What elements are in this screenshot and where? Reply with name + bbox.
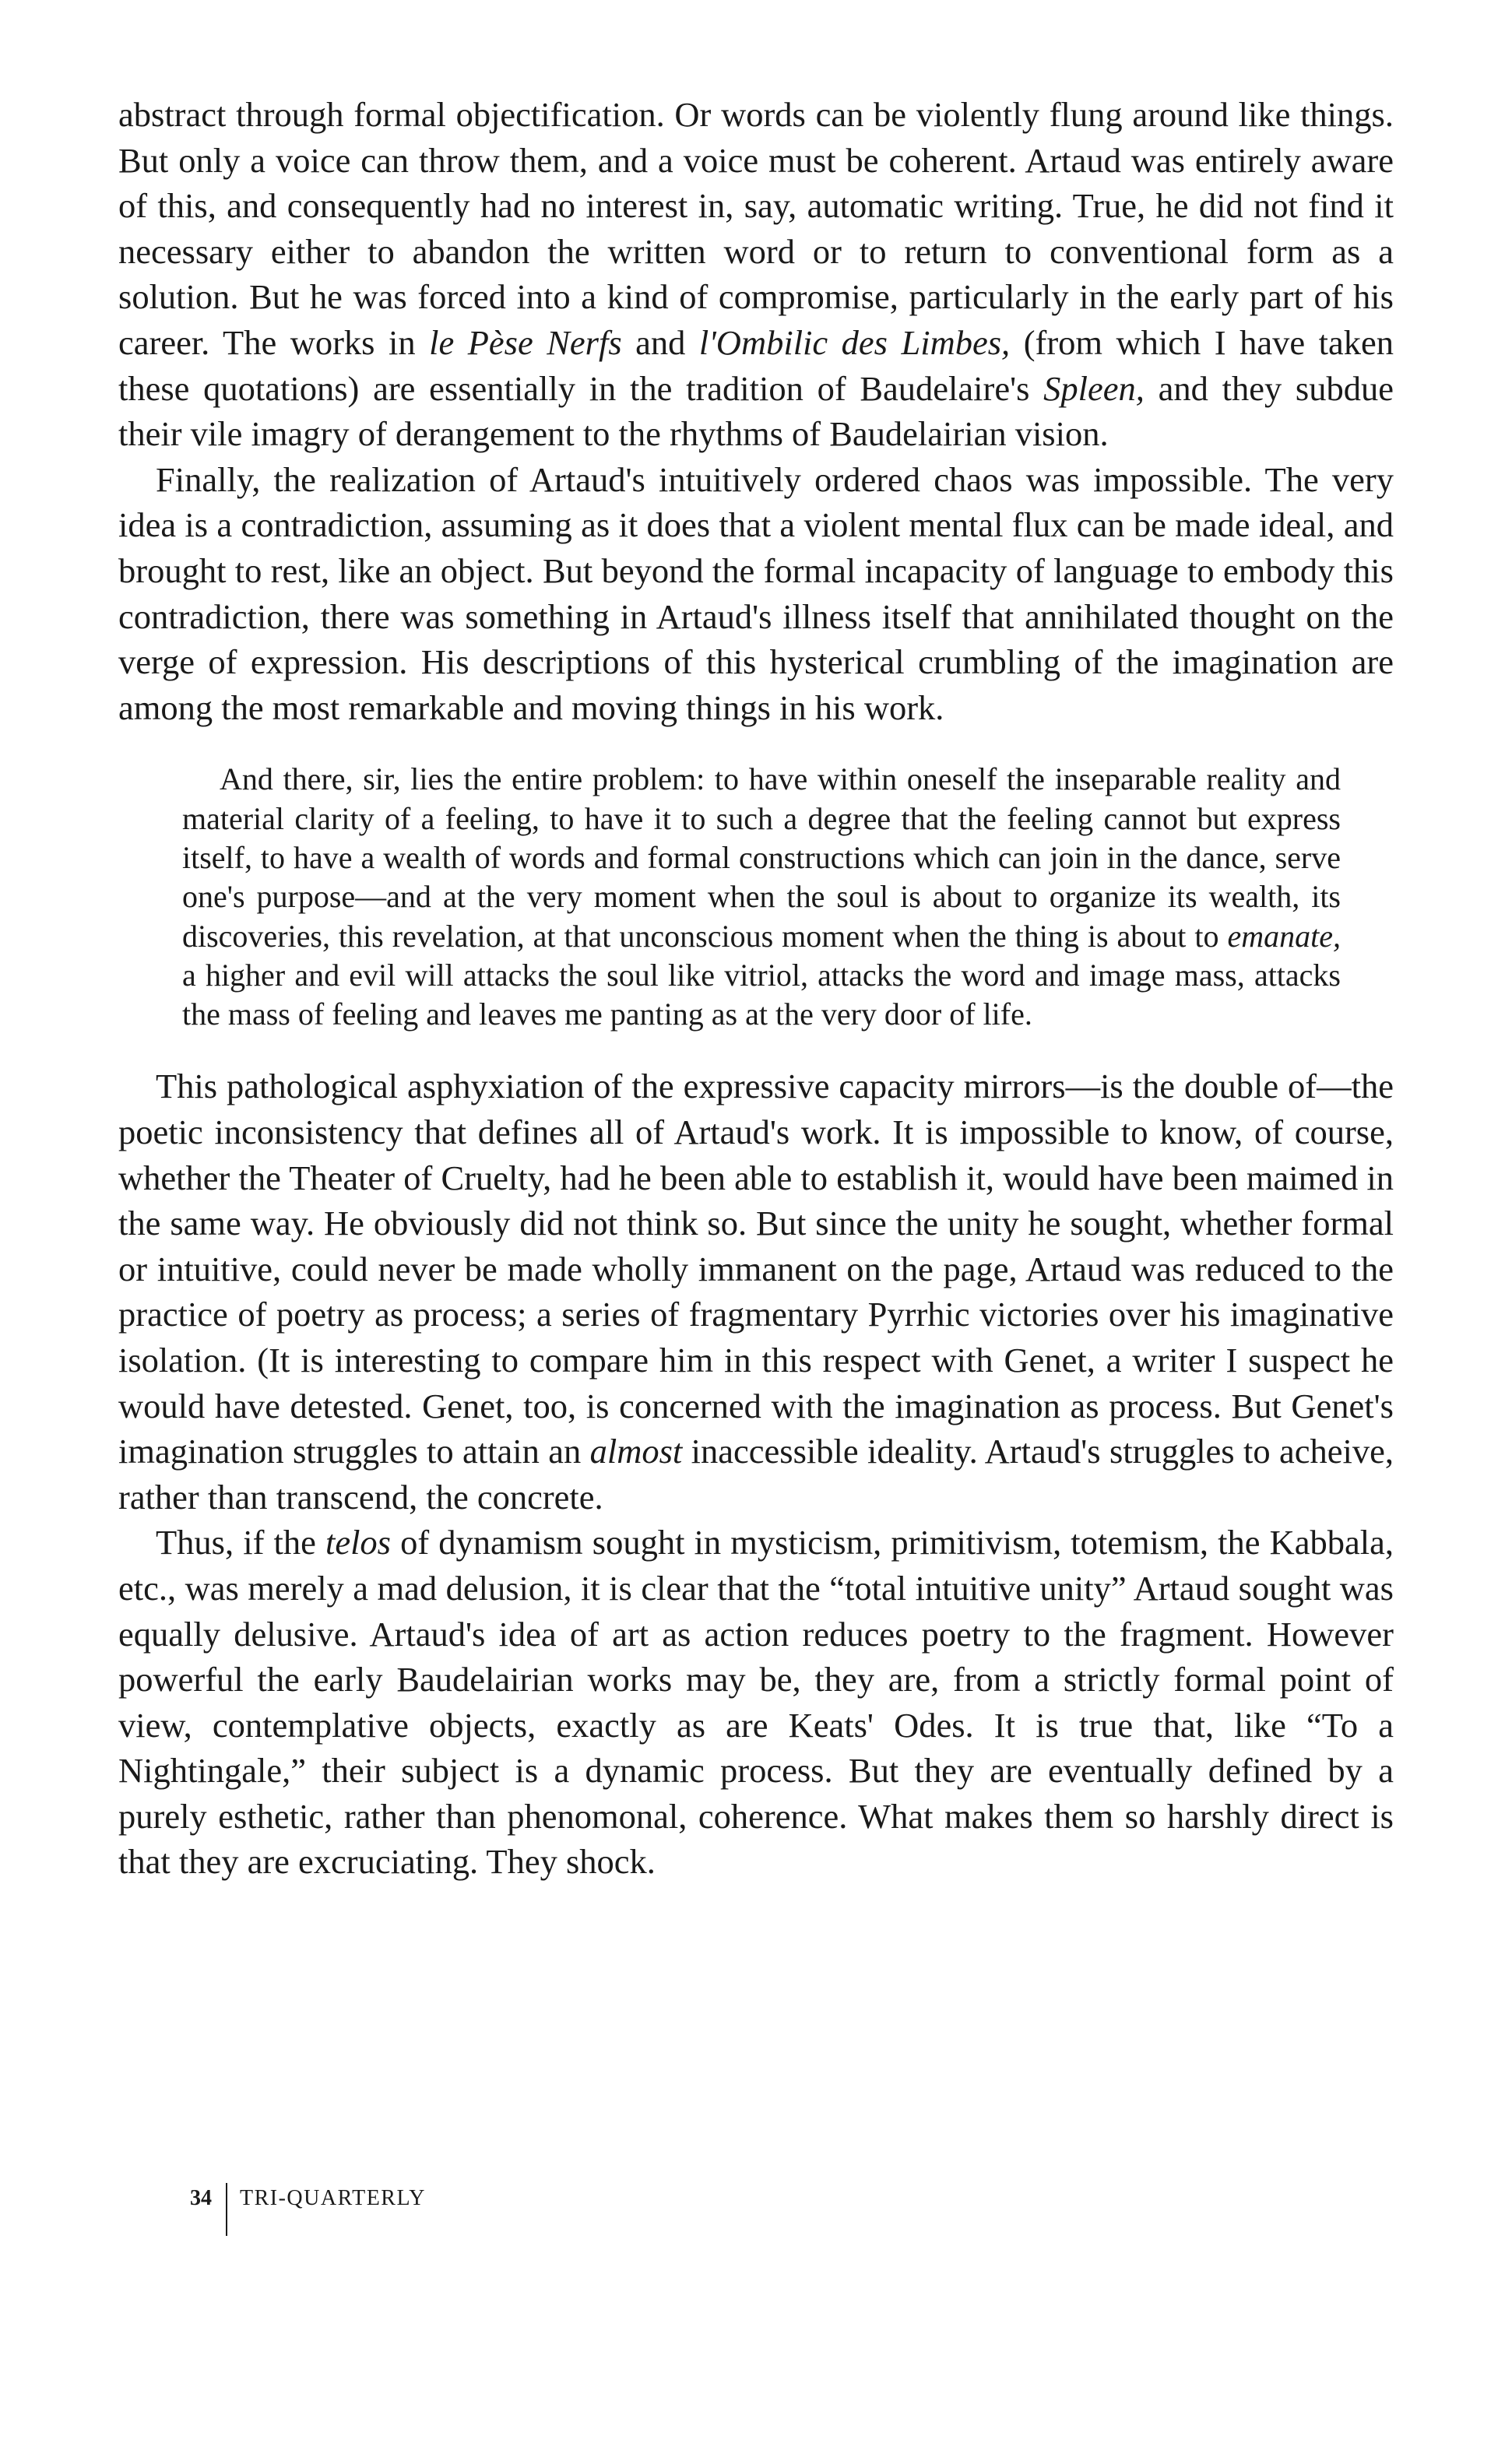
block-quote [118,760,1341,1034]
text-run: inaccessible ideality. Artaud's struggles to acheive, rather than transcend, the concrete. [118,1432,1394,1517]
text-run: of dynamism sought in mysticism, primitivism, totemism, the Kabbala, etc., was merely a mad delusion, it is clear that the “total intuitive unity” Artaud sought was equally delusive. Artaud's idea of art as action reduces poetry to the fragment. However powerful the early Baudelairian works may be, they are, from a strictly formal point of view, contemplative objects, exactly as are Keats' Odes. It is true that, like “To a Nightingale,” their subject is a dynamic process. But they are eventually defined by a purely esthetic, rather than phenomonal, coherence. What makes them so harshly direct is that they are excruciating. They shock. [118,1523,1394,1882]
paragraph [118,1520,1394,1885]
text-run: and they subdue their vile imagry of derangement to the rhythms of Baudelairian vision. [118,368,1394,454]
page-footer [190,2183,426,2237]
journal-name: TRI-QUARTERLY [240,2186,426,2210]
italic-text: Spleen, [1043,368,1145,408]
text-run: a higher and evil will attacks the soul like vitriol, attacks the word and image mass, attacks the mass of feeling and leaves me panting as at the very door of life. [182,957,1341,1032]
text-run: and [621,322,699,362]
italic-text: l'Ombilic des Limbes, [698,322,1011,362]
text-run: Finally, the realization of Artaud's intuitively ordered chaos was impossible. The very idea is a contradiction, assuming as it does that a violent mental flux can be made ideal, and brought to rest, like an object. But beyond the formal incapacity of language to embody this contradiction, there was something in Artaud's illness itself that annihilated thought on the verge of expression. His descriptions of this hysterical crumbling of the imagination are among the most remarkable and moving things in his work. [118,459,1394,727]
text-column [118,92,1394,1885]
text-run: Thus, if the [156,1523,325,1562]
paragraph [118,92,1394,457]
text-run: (from which I have taken these quotations) are essentially in the tradition of Baudelaire's [118,322,1394,408]
text-run: This pathological asphyxiation of the expressive capacity mirrors—is the double of—the poetic inconsistency that defines all of Artaud's work. It is impossible to know, of course, whether the Theater of Cruelty, had he been able to establish it, would have been maimed in the same way. He obviously did not think so. But since the unity he sought, whether formal or intuitive, could never be made wholly immanent on the page, Artaud was reduced to the practice of poetry as process; a series of fragmentary Pyrrhic victories over his imaginative isolation. (It is interesting to compare him in this respect with Genet, a writer I suspect he would have detested. Genet, too, is concerned with the imagination as process. But Genet's imagination struggles to attain an [118,1067,1394,1471]
text-run: abstract through formal objectification. Or words can be violently flung around like things. But only a voice can throw them, and a voice must be coherent. Artaud was entirely aware of this, and consequently had no interest in, say, automatic writing. True, he did not find it necessary either to abandon the written word or to return to conventional form as a solution. But he was forced into a kind of compromise, particularly in the early part of his career. The works in [118,95,1394,362]
italic-text: le Pèse Nerfs [429,322,622,362]
paragraph [118,1063,1394,1520]
paragraph [118,457,1394,731]
text-run: And there, sir, lies the entire problem: to have within oneself the inseparable reality and material clarity of a feeling, to have it to such a degree that the feeling cannot but express itself, to have a wealth of words and formal constructions which can join in the dance, serve one's purpose—and at the very moment when the soul is about to organize its wealth, its discoveries, this revelation, at that unconscious moment when the thing is about to [182,761,1341,954]
italic-text: almost [589,1432,683,1471]
page-number: 34 [190,2186,212,2210]
italic-text: telos [325,1523,391,1562]
block-quote-text [182,760,1341,1034]
italic-text: emanate, [1227,918,1341,954]
